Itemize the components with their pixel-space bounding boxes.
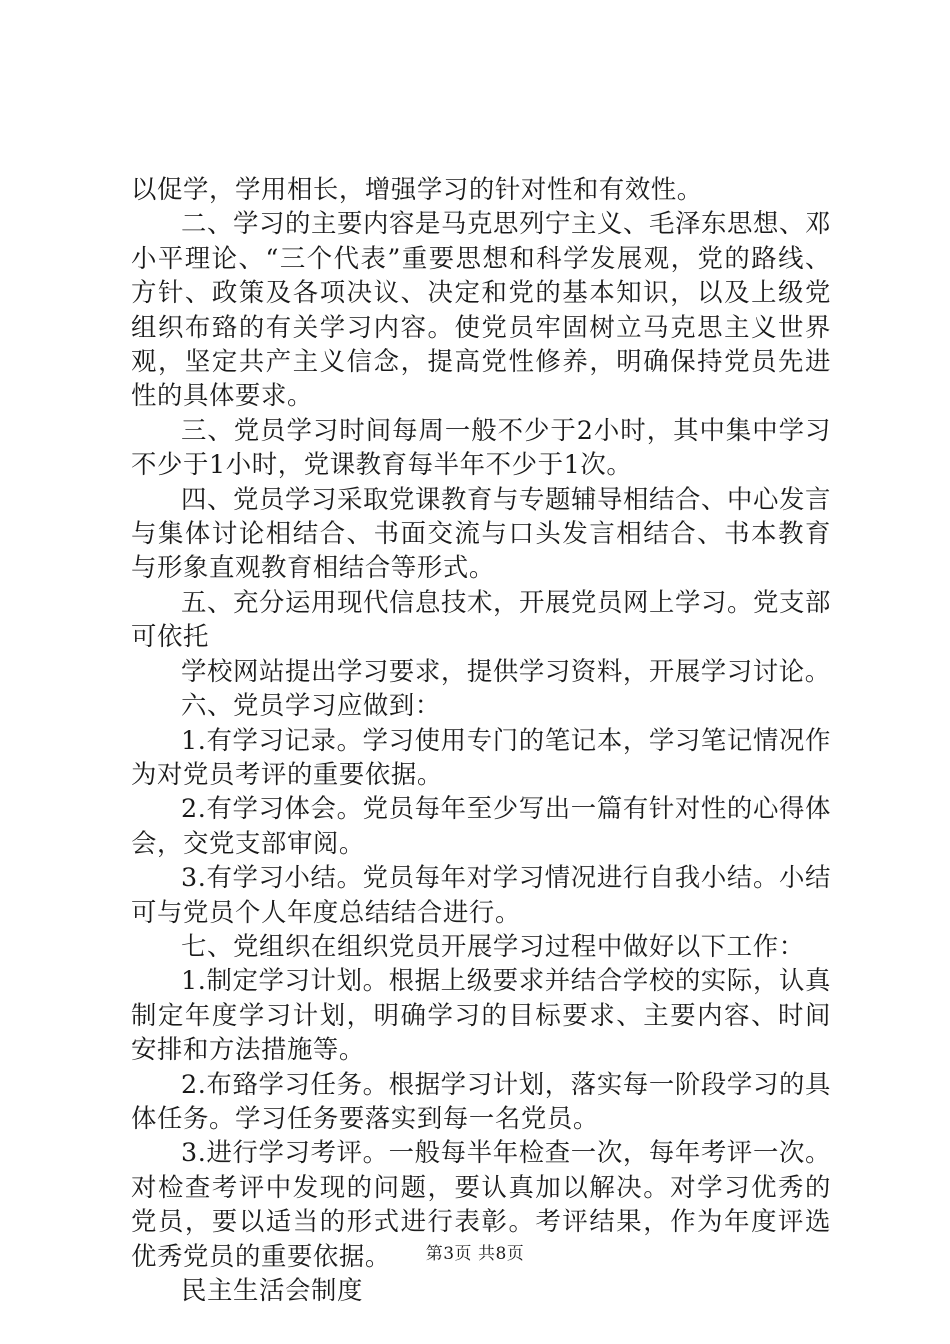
page-footer — [0, 1243, 950, 1265]
paragraph-7: 六、党员学习应做到： — [181, 690, 441, 721]
document-body — [131, 172, 831, 1307]
paragraph-11: 七、党组织在组织党员开展学习过程中做好以下工作： — [181, 930, 805, 961]
paragraph-8: 1.有学习记录。学习使用专门的笔记本，学习笔记情况作为对党员考评的重要依据。 — [131, 724, 831, 789]
paragraph-10: 3.有学习小结。党员每年对学习情况进行自我小结。小结可与党员个人年度总结结合进行。 — [131, 862, 831, 927]
paragraph-9: 2.有学习体会。党员每年至少写出一篇有针对性的心得体会，交党支部审阅。 — [131, 793, 831, 858]
paragraph-2: 二、学习的主要内容是马克思列宁主义、毛泽东思想、邓小平理论、“三个代表”重要思想和科学发展观，党的路线、方针、政策及各项决议、决定和党的基本知识，以及上级党组织布臵的有关学习内容。使党员牢固树立马克思主义世界观，坚定共产主义信念，提高党性修养，明确保持党员先进性的具体要求。 — [131, 208, 831, 411]
paragraph-1: 以促学，学用相长，增强学习的针对性和有效性。 — [131, 174, 703, 204]
paragraph-5: 五、充分运用现代信息技术，开展党员网上学习。党支部可依托 — [131, 586, 831, 652]
paragraph-14: 3.进行学习考评。一般每半年检查一次，每年考评一次。对检查考评中发现的问题，要认真加以解决。对学习优秀的党员，要以适当的形式进行表彰。考评结果，作为年度评选优秀党员的重要依据。 — [131, 1137, 831, 1271]
page-number-label: 第3页 共8页 — [425, 1244, 525, 1264]
paragraph-13: 2.布臵学习任务。根据学习计划，落实每一阶段学习的具体任务。学习任务要落实到每一名党员。 — [131, 1068, 831, 1133]
section-heading: 民主生活会制度 — [181, 1275, 363, 1305]
paragraph-6: 学校网站提出学习要求，提供学习资料，开展学习讨论。 — [181, 655, 831, 686]
paragraph-3: 三、党员学习时间每周一般不少于2小时，其中集中学习不少于1小时，党课教育每半年不少于1次。 — [131, 414, 831, 480]
paragraph-4: 四、党员学习采取党课教育与专题辅导相结合、中心发言与集体讨论相结合、书面交流与口头发言相结合、书本教育与形象直观教育相结合等形式。 — [131, 483, 831, 583]
paragraph-12: 1.制定学习计划。根据上级要求并结合学校的实际，认真制定年度学习计划，明确学习的目标要求、主要内容、时间安排和方法措施等。 — [131, 965, 831, 1065]
